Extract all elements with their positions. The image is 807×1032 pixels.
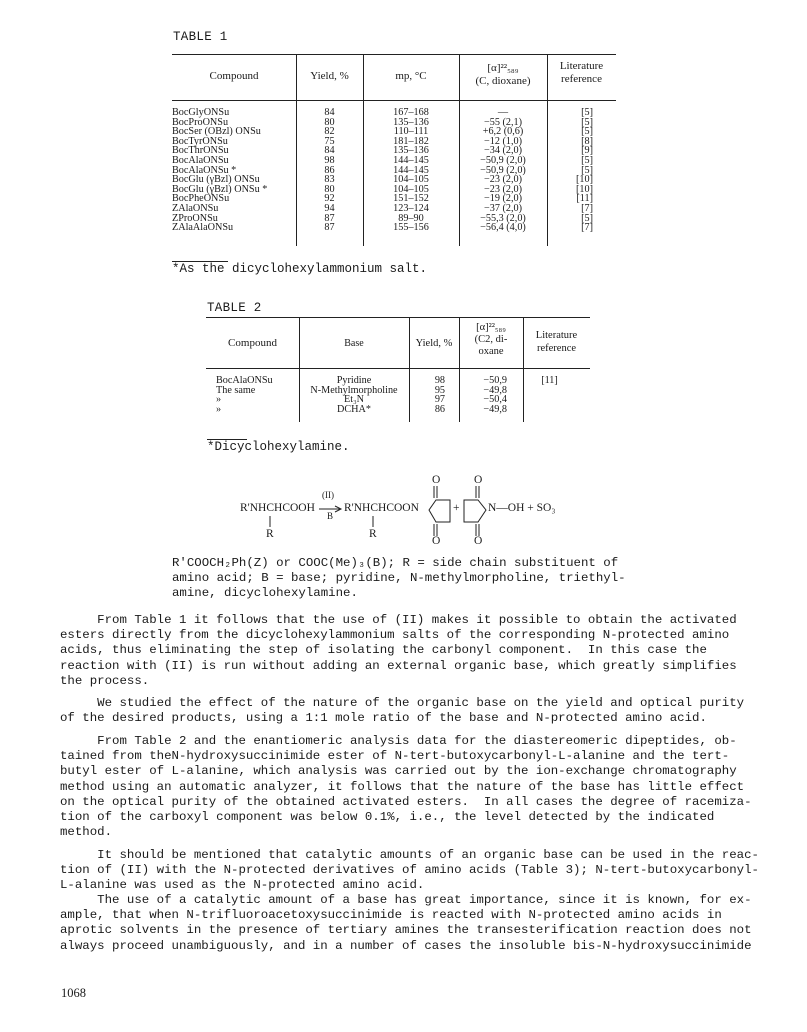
- table2-caption: TABLE 2: [207, 301, 262, 315]
- t1-cell-yield: 87: [324, 212, 335, 224]
- paragraph-4: [60, 848, 759, 894]
- t2-header-literature-l2: reference: [536, 343, 577, 354]
- scheme-reactant: R'NHCHCOOH: [240, 502, 315, 514]
- t2-header-yield: Yield, %: [415, 338, 453, 349]
- t1-cell-mp: 151–152: [393, 193, 429, 205]
- ring2-carbonyl-bottom: O: [474, 535, 483, 547]
- t2-cell-yield: 98: [434, 375, 445, 386]
- t1-cell-mp: 110–111: [393, 126, 429, 138]
- paragraph-line: acids, thus eliminating the step of isolating the carbonyl component. In this case the: [60, 643, 707, 658]
- paragraph-line: From Table 1 it follows that the use of (II) makes it possible to obtain the activated: [60, 613, 737, 627]
- t1-header-compound: Compound: [209, 70, 259, 82]
- paragraph-line: method using an automatic analyzer, it follows that the nature of the base has little effect: [60, 779, 745, 794]
- ring1-carbonyl-bottom: O: [432, 535, 441, 547]
- t1-header-literature-l2: reference: [561, 73, 602, 85]
- t1-cell-rotation: +6,2 (0,6): [482, 126, 524, 138]
- t1-cell-rotation: −50,9 (2,0): [480, 164, 526, 176]
- paragraph-line: aprotic solvents in the presence of tertiary amines the transesterification reaction does not: [60, 923, 752, 938]
- t1-cell-rotation: −50,9 (2,0): [480, 154, 526, 166]
- paragraph-line: tion of (II) with the N-protected derivatives of amino acids (Table 3); N-tert-butoxycarbonyl-: [60, 863, 759, 878]
- paragraph-line: It should be mentioned that catalytic amounts of an organic base can be used in the reac-: [60, 848, 759, 862]
- t1-footnote: *As the dicyclohexylammonium salt.: [172, 262, 428, 276]
- table2: [206, 317, 590, 422]
- t2-cell-literature: [523, 395, 576, 405]
- t2-cell-yield: 97: [434, 394, 445, 406]
- t1-header-rotation: [459, 62, 547, 88]
- t1-cell-mp: 144–145: [393, 154, 429, 166]
- t1-cell-mp: 89–90: [398, 212, 424, 224]
- t2-cell-literature: [11]: [541, 375, 558, 386]
- t2-cell-yield: 86: [434, 403, 445, 415]
- scheme-arrow-reagent: (II): [322, 490, 334, 500]
- t1-cell-compound: ZAlaAlaONSu: [172, 222, 234, 234]
- paragraph-3: [60, 734, 750, 840]
- t1-cell-compound: BocGlyONSu: [172, 107, 230, 118]
- t2-cell-rotation: −49,8: [483, 384, 507, 396]
- t1-cell-mp: 123–124: [393, 202, 429, 214]
- t2-cell-compound: The same: [216, 384, 256, 396]
- t2-cell-rotation: −49,8: [483, 403, 507, 415]
- table1: [172, 54, 616, 246]
- t1-cell-literature: [5]: [581, 116, 593, 128]
- t1-header-literature: [547, 60, 616, 86]
- t1-cell-compound: BocProONSu: [172, 116, 229, 128]
- t2-cell-yield: 95: [434, 384, 445, 396]
- t1-cell-literature: [8]: [581, 135, 593, 147]
- paragraph-line: of the desired products, using a 1:1 mole ratio of the base and N-protected amino acid.: [60, 711, 707, 726]
- t2-cell-compound: »: [216, 403, 222, 415]
- paragraph-line: esters directly from the dicyclohexylammonium salts of the corresponding N-protected amino: [60, 628, 730, 643]
- t1-cell-yield: 84: [324, 145, 335, 157]
- scheme-legend: [172, 556, 626, 602]
- t1-cell-compound: BocTyrONSu: [172, 135, 228, 147]
- t1-cell-literature: [5]: [581, 126, 593, 138]
- t2-cell-rotation: −50,9: [483, 375, 507, 386]
- paragraph-line: The use of a catalytic amount of a base has great importance, since it is known, for ex-: [60, 893, 752, 907]
- t2-column-yield: [409, 376, 445, 414]
- t1-cell-rotation: −19 (2,0): [484, 193, 522, 205]
- t1-cell-mp: 155–156: [393, 222, 429, 234]
- t2-column-compound: [216, 376, 273, 414]
- t1-cell-literature: [5]: [581, 154, 593, 166]
- t1-cell-mp: 135–136: [393, 116, 429, 128]
- t1-cell-yield: 75: [324, 135, 335, 147]
- paragraph-line: always proceed unambiguously, and in a number of cases the insoluble bis-N-hydroxysuccinimide: [60, 938, 752, 953]
- t1-cell-compound: BocThrONSu: [172, 145, 229, 157]
- t1-cell-literature: [5]: [581, 212, 593, 224]
- scheme-product: R'NHCHCOON: [344, 502, 419, 514]
- t1-cell-literature: [10]: [576, 183, 593, 195]
- t1-cell-mp: 104–105: [393, 183, 429, 195]
- t1-column-rotation: [459, 108, 547, 233]
- t1-cell-yield: 84: [324, 107, 335, 118]
- t2-cell-base: Pyridine: [336, 375, 372, 386]
- paragraph-line: ample, that when N-trifluoroacetoxysuccinimide is reacted with N-protected amino acids in: [60, 908, 722, 923]
- t1-cell-mp: 181–182: [393, 135, 429, 147]
- t2-header-literature-l1: Literature: [535, 330, 578, 341]
- t2-header-base: Base: [344, 338, 364, 349]
- t2-header-rotation-solvent: oxane: [478, 346, 504, 357]
- paragraph-line: tion of the carboxyl component was below 0.1%, i.e., the level detected by the indicated: [60, 810, 715, 825]
- t1-cell-yield: 83: [324, 174, 335, 186]
- succinimide-rings-icon: [240, 478, 580, 550]
- t1-cell-literature: [10]: [576, 174, 593, 186]
- paragraph-line: tained from theN-hydroxysuccinimide ester of N-tert-butoxycarbonyl-L-alanine and the tert-: [60, 749, 730, 764]
- t1-cell-literature: [5]: [581, 107, 593, 118]
- paragraph-2: [60, 696, 750, 726]
- t2-cell-rotation: −50,4: [483, 394, 507, 406]
- t1-cell-literature: [9]: [581, 145, 593, 157]
- t1-column-compound: [172, 108, 267, 233]
- scheme-plus: +: [453, 502, 460, 514]
- scheme-reactant-substituent: R: [266, 528, 274, 540]
- t1-cell-compound: BocPheONSu: [172, 193, 230, 205]
- paragraph-line: We studied the effect of the nature of the organic base on the yield and optical purity: [60, 696, 745, 710]
- t1-cell-mp: 144–145: [393, 164, 429, 176]
- t2-cell-literature: [523, 405, 576, 415]
- t1-cell-yield: 98: [324, 154, 335, 166]
- t1-cell-rotation: −12 (1,0): [484, 135, 522, 147]
- t1-cell-yield: 80: [324, 116, 335, 128]
- t1-cell-compound: BocAlaONSu *: [172, 164, 237, 176]
- ring2-carbonyl-top: O: [474, 474, 483, 486]
- t1-header-rotation-symbol: [α]²²₅₈₉: [487, 62, 519, 74]
- t1-column-mp: [363, 108, 459, 233]
- t2-column-rotation: [459, 376, 507, 414]
- t2-cell-base: N-Methylmorpholine: [310, 384, 398, 396]
- paragraph-1: [60, 613, 750, 689]
- scheme-arrow-base: B: [327, 511, 334, 521]
- t1-cell-mp: 135–136: [393, 145, 429, 157]
- t1-cell-rotation: —: [497, 107, 509, 118]
- t1-cell-yield: 94: [324, 202, 335, 214]
- ring1-carbonyl-top: O: [432, 474, 441, 486]
- t1-cell-yield: 87: [324, 222, 335, 234]
- paragraph-line: the process.: [60, 673, 150, 688]
- t1-cell-rotation: −55 (2,1): [484, 116, 522, 128]
- t1-cell-compound: BocGlu (γBzl) ONSu *: [172, 183, 268, 195]
- page-number: 1068: [61, 986, 86, 1000]
- t1-cell-yield: 92: [324, 193, 335, 205]
- t1-cell-literature: [7]: [581, 222, 593, 234]
- t1-cell-compound: BocSer (OBzl) ONSu: [172, 126, 261, 138]
- t1-cell-compound: ZAlaONSu: [172, 202, 219, 214]
- t1-cell-rotation: −23 (2,0): [484, 183, 522, 195]
- t1-cell-literature: [7]: [581, 202, 593, 214]
- t2-cell-base: Et₃N: [344, 394, 364, 406]
- t1-cell-compound: BocGlu (γBzl) ONSu: [172, 174, 260, 186]
- legend-line: amine, dicyclohexylamine.: [172, 586, 358, 601]
- t1-cell-yield: 82: [324, 126, 335, 138]
- paragraph-line: reaction with (II) is run without adding an external organic base, which greatly simplifies: [60, 658, 737, 673]
- t1-cell-rotation: −34 (2,0): [484, 145, 522, 157]
- paragraph-line: L-alanine was used as the N-protected amino acid.: [60, 878, 425, 893]
- t2-cell-literature: [523, 386, 576, 396]
- t1-cell-yield: 80: [324, 183, 335, 195]
- t1-cell-yield: 86: [324, 164, 335, 176]
- t1-cell-mp: 167–168: [393, 107, 429, 118]
- table1-caption: TABLE 1: [173, 30, 228, 44]
- paragraph-line: From Table 2 and the enantiomeric analysis data for the diastereomeric dipeptides, ob-: [60, 734, 737, 748]
- t2-column-literature: [523, 376, 576, 414]
- scheme-product-substituent: R: [369, 528, 377, 540]
- reaction-scheme: [240, 474, 580, 550]
- paragraph-line: method.: [60, 825, 113, 840]
- t2-header-literature: [523, 329, 590, 355]
- t1-column-literature: [547, 108, 593, 233]
- t1-header-mp: mp, °C: [395, 70, 427, 82]
- scheme-byproduct: N—OH + SO₃: [488, 502, 556, 514]
- t1-cell-literature: [11]: [576, 193, 593, 205]
- legend-line: R'COOCH₂Ph(Z) or COOC(Me)₃(B); R = side chain substituent of: [172, 556, 619, 570]
- t1-cell-compound: ZProONSu: [172, 212, 218, 224]
- paragraph-5: [60, 893, 750, 954]
- t2-footnote: *Dicyclohexylamine.: [207, 440, 350, 454]
- t2-cell-compound: »: [216, 394, 222, 406]
- t2-column-base: [299, 376, 409, 414]
- t2-header-rotation-symbol: [α]²²₅₈₉: [476, 322, 506, 333]
- t2-cell-base: DCHA*: [337, 403, 371, 415]
- t1-cell-literature: [5]: [581, 164, 593, 176]
- t2-header-rotation-conditions: (C2, di-: [474, 334, 508, 345]
- t1-cell-rotation: −37 (2,0): [484, 202, 522, 214]
- t1-header-rotation-conditions: (C, dioxane): [475, 75, 531, 87]
- t2-header-compound: Compound: [228, 337, 277, 349]
- legend-line: amino acid; B = base; pyridine, N-methylmorpholine, triethyl-: [172, 571, 626, 586]
- t1-cell-compound: BocAlaONSu: [172, 154, 229, 166]
- paragraph-line: on the optical purity of the obtained activated esters. In all cases the degree of racemiza-: [60, 794, 752, 809]
- t1-cell-rotation: −55,3 (2,0): [480, 212, 526, 224]
- paragraph-line: butyl ester of L-alanine, which analysis was carried out by the ion-exchange chromatography: [60, 764, 737, 779]
- t1-cell-rotation: −56,4 (4,0): [480, 222, 526, 234]
- t1-header-yield: Yield, %: [310, 70, 349, 82]
- t1-cell-rotation: −23 (2,0): [484, 174, 522, 186]
- t2-cell-compound: BocAlaONSu: [216, 375, 273, 386]
- t1-header-literature-l1: Literature: [559, 60, 604, 72]
- t1-column-yield: [296, 108, 363, 233]
- t1-cell-mp: 104–105: [393, 174, 429, 186]
- t2-header-rotation: [459, 322, 523, 358]
